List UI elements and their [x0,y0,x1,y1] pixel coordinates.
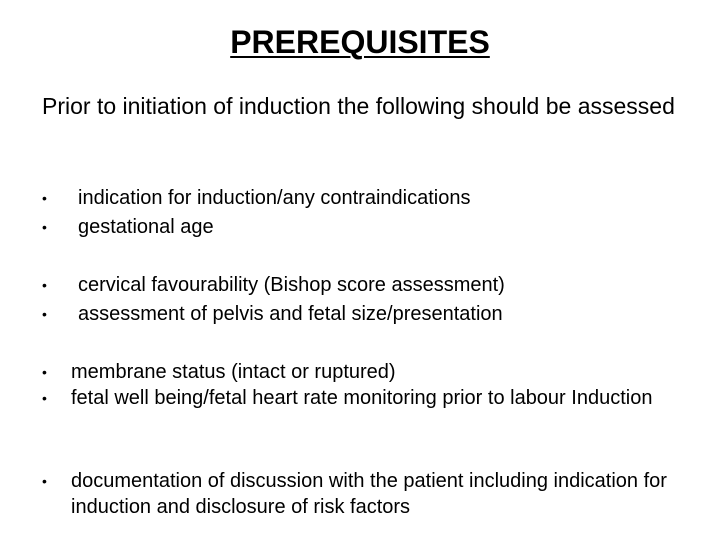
bullet-group-1 [0,184,720,242]
bullet-icon: • [42,277,47,293]
list-item [0,385,671,411]
bullet-group-2 [0,271,720,329]
list-item-text: documentation of discussion with the patient including indication for induction and disclosure of risk factors [71,470,667,518]
list-item-text: assessment of pelvis and fetal size/presentation [78,303,503,325]
list-item [0,213,720,242]
list-item-text: gestational age [78,216,214,238]
list-item [0,184,720,213]
list-item [0,359,671,385]
bullet-group-3 [0,359,720,411]
list-item-text: fetal well being/fetal heart rate monitoring prior to labour Induction [71,387,653,409]
bullet-icon: • [42,219,47,235]
list-item [0,300,720,329]
bullet-icon: • [42,364,47,380]
bullet-icon: • [42,473,47,489]
list-item-text: membrane status (intact or ruptured) [71,361,396,383]
bullet-group-4 [0,468,720,520]
bullet-icon: • [42,306,47,322]
list-item [0,468,671,520]
bullet-icon: • [42,390,47,406]
slide-title: PREREQUISITES [230,24,490,60]
list-item-text: indication for induction/any contraindications [78,187,471,209]
bullet-icon: • [42,190,47,206]
intro-text: Prior to initiation of induction the following should be assessed [42,93,675,119]
list-item-text: cervical favourability (Bishop score assessment) [78,274,505,296]
list-item [0,271,720,300]
